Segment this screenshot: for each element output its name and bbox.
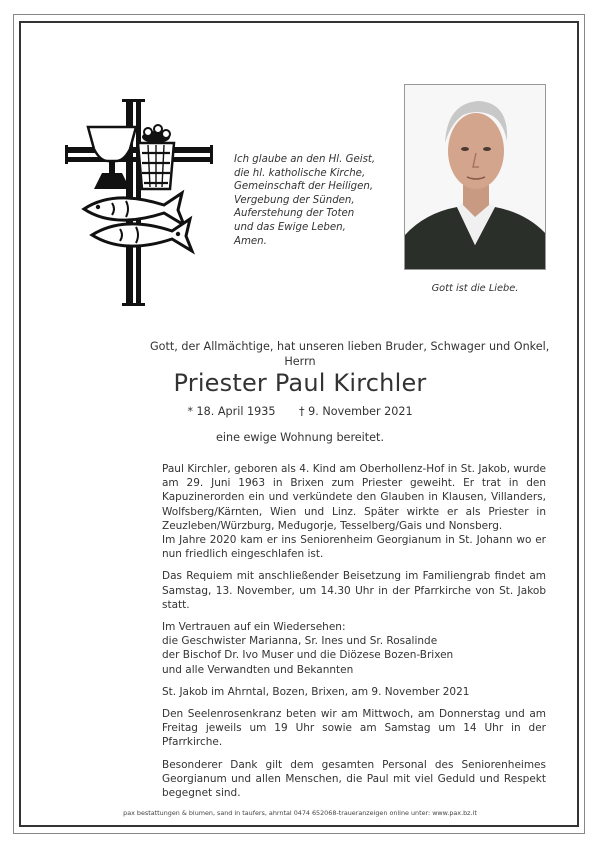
death-date: † 9. November 2021 bbox=[299, 405, 413, 418]
place-date: St. Jakob im Ahrntal, Bozen, Brixen, am 9. November 2021 bbox=[162, 685, 470, 698]
intro-text bbox=[150, 340, 550, 369]
creed-line: und das Ewige Leben, bbox=[234, 221, 346, 233]
mourners-line: der Bischof Dr. Ivo Muser und die Diözese Bozen-Brixen bbox=[162, 649, 454, 662]
requiem-paragraph: Das Requiem mit anschließender Beisetzung im Familiengrab findet am Samstag, 13. November, um 14.30 Uhr in der Pfarrkirche von St. Jakob statt. bbox=[162, 570, 546, 611]
footer-text: pax bestattungen & blumen, sand in taufers, ahrntal 0474 652068-traueranzeigen online unter: www.pax.bz.it bbox=[123, 809, 477, 817]
intro-line: Gott, der Allmächtige, hat unseren lieben Bruder, Schwager und Onkel, bbox=[150, 340, 550, 353]
obituary-body bbox=[162, 462, 546, 808]
creed-line: Vergebung der Sünden, bbox=[234, 194, 355, 206]
bio-paragraph: Paul Kirchler, geboren als 4. Kind am Oberhollenz-Hof in St. Jakob, wurde am 29. Juni 1963 in Brixen zum Priester geweiht. Er trat in den Kapuzinerorden ein und verkündete den Glauben in Klausen, Villanders, Wolfsberg/Kärnten, Wien und Linz. Später wirkte er als Priester in Zeuzleben/Würzburg, Međugorje, Tesselberg/Gais und Nonsberg. bbox=[162, 463, 546, 532]
life-dates bbox=[150, 405, 450, 418]
mourners-line: und alle Verwandten und Bekannten bbox=[162, 663, 354, 676]
mourners-line: Im Vertrauen auf ein Wiedersehen: bbox=[162, 621, 346, 634]
wohnung-text: eine ewige Wohnung bereitet. bbox=[215, 431, 384, 444]
bio-paragraph-2: Im Jahre 2020 kam er ins Seniorenheim Georgianum in St. Johann wo er nun friedlich eingeschlafen ist. bbox=[162, 534, 546, 561]
creed-line: Auferstehung der Toten bbox=[234, 208, 355, 220]
creed-line: Amen. bbox=[234, 235, 267, 247]
creed-line: Ich glaube an den Hl. Geist, bbox=[234, 154, 376, 165]
creed-text bbox=[234, 153, 384, 248]
intro-line: Herrn bbox=[284, 354, 316, 368]
birth-date: * 18. April 1935 bbox=[187, 405, 276, 418]
rosary-paragraph: Den Seelenrosenkranz beten wir am Mittwoch, am Donnerstag und am Freitag jeweils um 19 Uhr sowie am Samstag um 14 Uhr in der Pfarrkirche. bbox=[162, 708, 546, 749]
photo-caption: Gott ist die Liebe. bbox=[431, 283, 519, 294]
portrait-image bbox=[405, 85, 546, 270]
portrait-photo bbox=[404, 84, 546, 270]
cross-chalice-bread-fish-icon bbox=[64, 97, 214, 309]
creed-line: die hl. katholische Kirche, bbox=[234, 167, 366, 179]
deceased-name: Priester Paul Kirchler bbox=[173, 369, 427, 397]
mourners-line: die Geschwister Marianna, Sr. Ines und Sr. Rosalinde bbox=[162, 635, 438, 648]
mourners-list bbox=[162, 620, 546, 677]
creed-line: Gemeinschaft der Heiligen, bbox=[234, 181, 374, 193]
thanks-paragraph: Besonderer Dank gilt dem gesamten Personal des Seniorenheimes Georgianum und allen Menschen, die Paul mit viel Geduld und Respekt begegnet sind. bbox=[162, 758, 546, 800]
